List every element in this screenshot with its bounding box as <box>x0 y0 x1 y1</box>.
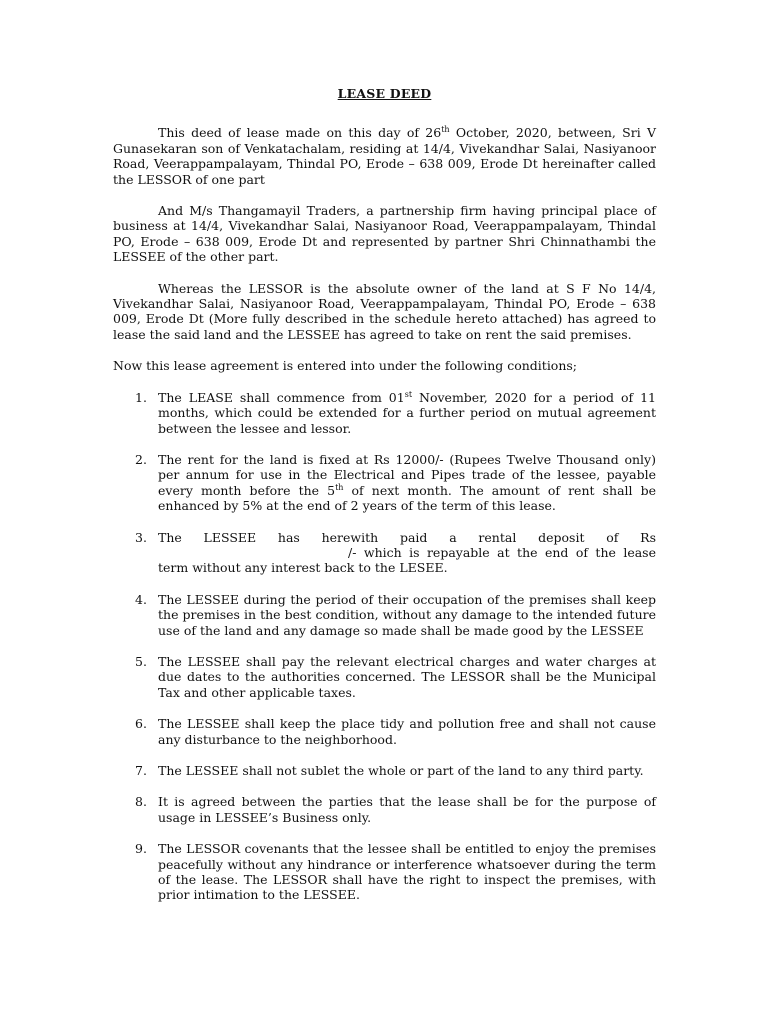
condition-item-8 <box>113 794 656 825</box>
condition-text-a: The rent for the land is fixed at Rs 12000/- (Rupees Twelve Thousand only) per annum for use in the Electrical and Pipes trade of the lessee, payable every month before the 5 <box>158 451 656 498</box>
document-title: LEASE DEED <box>337 86 432 101</box>
condition-number: 3. <box>135 529 147 545</box>
condition-item-9 <box>113 841 656 903</box>
condition-number: 4. <box>135 591 147 607</box>
condition-text-b: November, 2020 for a period of 11 months, which could be extended for a further period on mutual agreement between the lessee and lessor. <box>158 389 657 436</box>
condition-item-5 <box>113 654 656 700</box>
condition-number: 5. <box>135 653 147 669</box>
intro-paragraph-whereas: Whereas the LESSOR is the absolute owner of the land at S F No 14/4, Vivekandhar Salai, Nasiyanoor Road, Veerappampalayam, Thindal PO, Erode – 638 009, Erode Dt (More fully described in the schedule hereto attached) has agreed to lease the said land and the LESSEE has agreed to take on rent the said premises. <box>113 280 656 342</box>
document-page <box>113 86 656 919</box>
condition-item-7 <box>113 763 656 778</box>
condition-text-a: The LEASE shall commence from 01 <box>158 389 405 405</box>
condition-number: 9. <box>135 841 147 857</box>
condition-text-b: which is repayable at the end of the lease term without any interest back to the LESEE. <box>158 544 656 576</box>
intro-paragraph-lessee: And M/s Thangamayil Traders, a partnership firm having principal place of business at 14/4, Vivekandhar Salai, Nasiyanoor Road, Veerappampalayam, Thindal PO, Erode – 638 009, Erode Dt and represented by partner Shri Chinnathambi the LESSEE of the other part. <box>113 203 656 265</box>
condition-superscript: st <box>404 389 413 399</box>
condition-superscript: th <box>335 482 344 492</box>
intro-paragraph-lessor <box>113 125 656 187</box>
condition-text-a: The LESSEE has herewith paid a rental deposit of Rs <box>158 529 656 545</box>
condition-item-4 <box>113 592 656 638</box>
condition-number: 8. <box>135 794 147 810</box>
condition-number: 6. <box>135 716 147 732</box>
conditions-list <box>113 390 656 903</box>
condition-text-b: of next month. The amount of rent shall be enhanced by 5% at the end of 2 years of the term of this lease. <box>158 482 656 514</box>
intro-lessor-text-a: This deed of lease made on this day of 26 <box>158 125 442 141</box>
condition-item-2 <box>113 452 656 514</box>
condition-text: The LESSEE shall pay the relevant electrical charges and water charges at due dates to the authorities concerned. The LESSOR shall be the Municipal Tax and other applicable taxes. <box>158 653 656 700</box>
condition-number: 7. <box>135 763 147 778</box>
condition-text: The LESSOR covenants that the lessee shall be entitled to enjoy the premises peacefully without any hindrance or interference whatsoever during the term of the lease. The LESSOR shall have the right to inspect the premises, with prior intimation to the LESSEE. <box>158 841 656 903</box>
condition-item-1 <box>113 390 656 436</box>
deposit-amount-suffix: /- <box>348 544 357 560</box>
condition-text: The LESSEE shall not sublet the whole or part of the land to any third party. <box>158 763 644 778</box>
condition-text: It is agreed between the parties that the lease shall be for the purpose of usage in LESSEE’s Business only. <box>158 794 656 825</box>
intro-paragraph-conditions-lead: Now this lease agreement is entered into under the following conditions; <box>113 358 578 374</box>
condition-number: 2. <box>135 451 147 467</box>
condition-number: 1. <box>135 389 147 405</box>
condition-text: The LESSEE shall keep the place tidy and pollution free and shall not cause any disturbance to the neighborhood. <box>158 716 656 747</box>
condition-text: The LESSEE during the period of their occupation of the premises shall keep the premises in the best condition, without any damage to the intended future use of the land and any damage so made shall be made good by the LESSEE <box>158 591 656 638</box>
intro-lessor-superscript: th <box>441 125 450 135</box>
condition-item-6 <box>113 716 656 747</box>
intro-lessor-text-b: October, 2020, between, Sri V Gunasekaran son of Venkatachalam, residing at 14/4, Vivekandhar Salai, Nasiyanoor Road, Veerappampalayam, Thindal PO, Erode – 638 009, Erode Dt hereinafter called the LESSOR of one part <box>113 125 656 187</box>
condition-item-3 <box>113 530 656 576</box>
